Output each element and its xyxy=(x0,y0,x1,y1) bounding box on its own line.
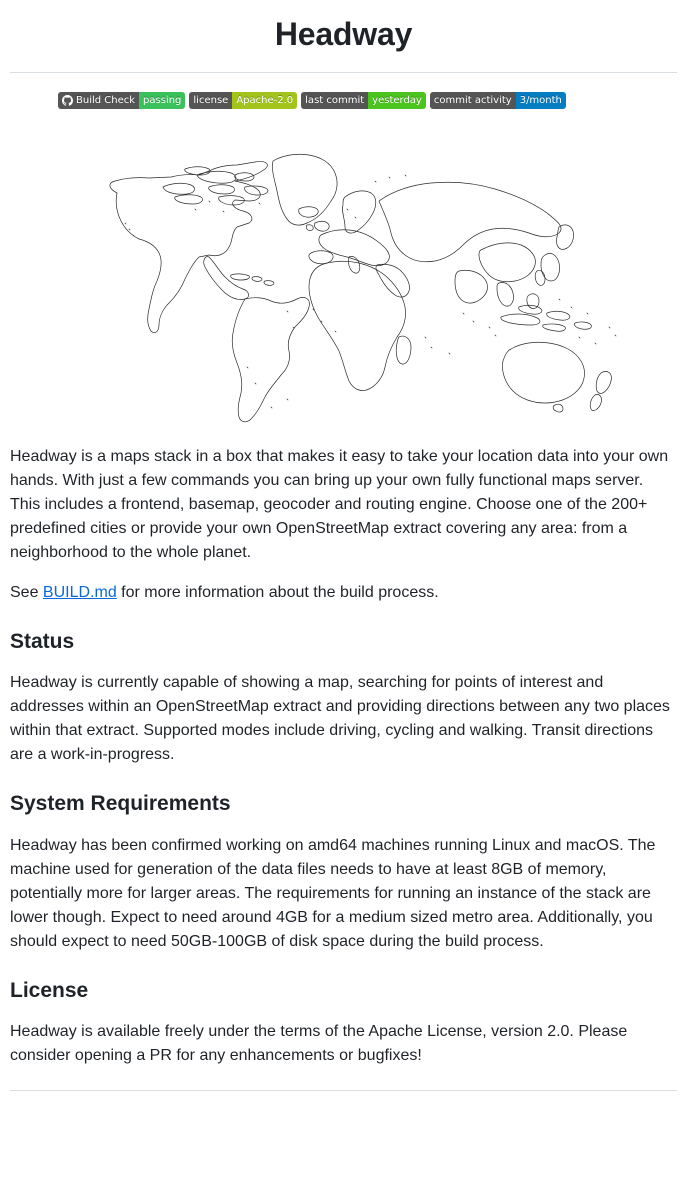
page-title: Headway xyxy=(274,16,413,52)
section-heading-status: Status xyxy=(10,630,75,653)
see-prefix: See xyxy=(10,584,43,601)
badge-license-label: license xyxy=(189,92,232,109)
badge-row xyxy=(0,73,687,109)
badge-last-commit[interactable] xyxy=(301,92,426,109)
world-map-svg xyxy=(59,131,629,427)
readme-content xyxy=(0,445,687,1068)
intro-paragraph: Headway is a maps stack in a box that makes it easy to take your location data into your own hands. With just a few commands you can bring up your own fully functional maps server. This includes a frontend, basemap, geocoder and routing engine. Choose one of the 200+ predefined cities or provide your own OpenStreetMap extract covering any area: from a neighborhood to the whole planet. xyxy=(10,448,669,561)
section-paragraph-license: Headway is available freely under the terms of the Apache License, version 2.0. Please consider opening a PR for any enhancements or bugfixes! xyxy=(10,1022,628,1064)
badge-build-check[interactable] xyxy=(58,92,185,109)
badge-commit-activity[interactable] xyxy=(430,92,566,109)
badge-commit-activity-value: 3/month xyxy=(516,92,566,109)
see-suffix: for more information about the build process. xyxy=(116,584,439,601)
github-icon xyxy=(62,95,73,106)
section-heading-system-requirements: System Requirements xyxy=(10,792,231,816)
badge-build-check-label: Build Check xyxy=(76,94,136,106)
badge-build-check-value: passing xyxy=(139,92,185,109)
build-reference-paragraph xyxy=(10,581,677,605)
badge-last-commit-value: yesterday xyxy=(368,92,426,109)
bottom-divider xyxy=(10,1090,677,1091)
build-md-link[interactable]: BUILD.md xyxy=(42,584,117,601)
badge-license-value: Apache-2.0 xyxy=(232,92,297,109)
section-heading-license: License xyxy=(10,978,89,1002)
world-map-image xyxy=(0,109,687,445)
badge-last-commit-label: last commit xyxy=(301,92,368,109)
badge-commit-activity-label: commit activity xyxy=(430,92,516,109)
section-paragraph-system-requirements: Headway has been confirmed working on amd64 machines running Linux and macOS. The machine used for generation of the data files needs to have at least 8GB of memory, potentially more for larger areas. The requirements for running an instance of the stack are lower though. Expect to need around 4GB for a medium sized metro area. Additionally, you should expect to need 50GB-100GB of disk space during the build process. xyxy=(10,836,656,950)
badge-build-check-label-segment xyxy=(58,92,139,109)
section-paragraph-status: Headway is currently capable of showing a map, searching for points of interest and addresses within an OpenStreetMap extract and providing directions between any two places within that extract. Supported modes include driving, cycling and walking. Transit directions are a work-in-progress. xyxy=(10,674,670,764)
badge-license[interactable] xyxy=(189,92,297,109)
